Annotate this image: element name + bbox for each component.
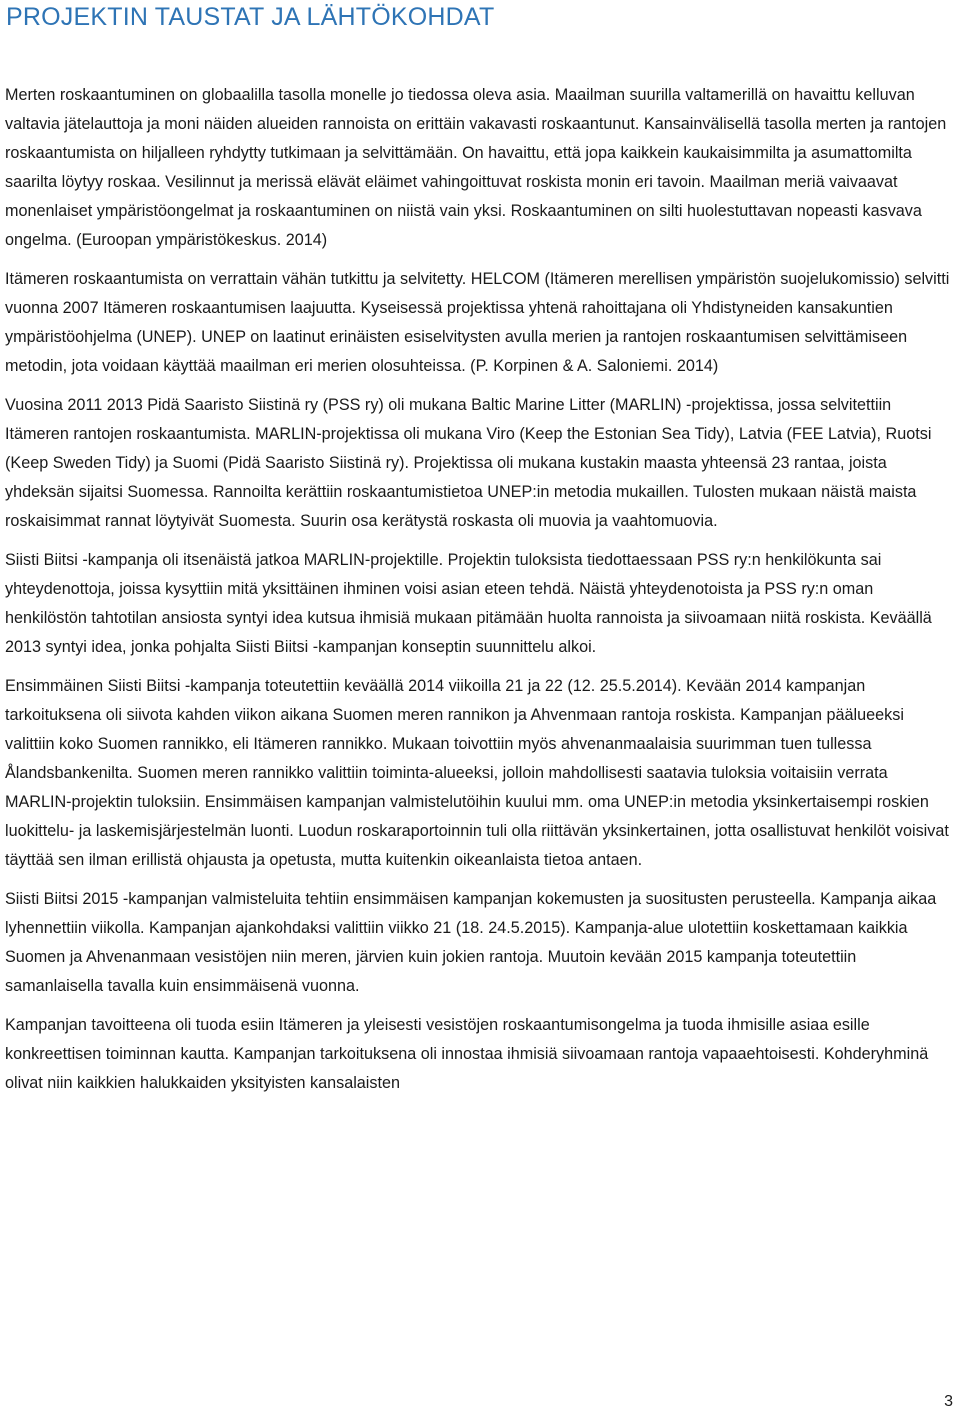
paragraph-3: Vuosina 2011 2013 Pidä Saaristo Siistinä ry (PSS ry) oli mukana Baltic Marine Litter (MARLIN) -projektissa, jossa selvitettiin Itämeren rantojen roskaantumista. MARLIN-projektissa oli mukana Viro (Keep the Estonian Sea Tidy), Latvia (FEE Latvia), Ruotsi (Keep Sweden Tidy) ja Suomi (Pidä Saaristo Siistinä ry). Projektissa oli mukana kustakin maasta yhteensä 23 rantaa, joista yhdeksän sijaitsi Suomessa. Rannoilta kerättiin roskaantumistietoa UNEP:in metodia mukaillen. Tulosten mukaan näistä maista roskaisimmat rannat löytyivät Suomesta. Suurin osa kerätystä roskasta oli muovia ja vaahtomuovia. [5,396,932,530]
paragraph-6: Siisti Biitsi 2015 -kampanjan valmisteluita tehtiin ensimmäisen kampanjan kokemusten ja suositusten perusteella. Kampanja aikaa lyhennettiin viikolla. Kampanjan ajankohdaksi valittiin viikko 21 (18. 24.5.2015). Kampanja-alue ulotettiin koskettamaan kaikkia Suomen ja Ahvenanmaan vesistöjen niin meren, järvien kuin jokien rantoja. Muutoin kevään 2015 kampanja toteutettiin samanlaisella tavalla kuin ensimmäisenä vuonna. [5,890,937,995]
paragraph-4: Siisti Biitsi -kampanja oli itsenäistä jatkoa MARLIN-projektille. Projektin tuloksista tiedottaessaan PSS ry:n henkilökunta sai yhteydenottoja, joissa kysyttiin mitä yksittäinen ihminen voisi asian eteen tehdä. Näistä yhteydenotoista ja PSS ry:n oman henkilöstön tahtotilan ansiosta syntyi idea kutsua ihmisiä mukaan pitämään huolta rannoista ja siivoamaan niitä roskista. Keväällä 2013 syntyi idea, jonka pohjalta Siisti Biitsi -kampanjan konseptin suunnittelu alkoi. [5,551,932,656]
page-number: 3 [944,1393,953,1410]
page-title: PROJEKTIN TAUSTAT JA LÄHTÖKOHDAT [6,3,495,31]
body-text [5,81,953,1108]
paragraph-1: Merten roskaantuminen on globaalilla tasolla monelle jo tiedossa oleva asia. Maailman suurilla valtamerillä on havaittu kelluvan valtavia jätelauttoja ja moni näiden alueiden rannoista on erittäin vakavasti roskaantunut. Kansainvälisellä tasolla merten ja rantojen roskaantumista on hiljalleen ryhdytty tutkimaan ja selvittämään. On havaittu, että jopa kaikkein kaukaisimmilta ja asumattomilta saarilta löytyy roskaa. Vesilinnut ja merissä elävät eläimet vahingoittuvat roskista monin eri tavoin. Maailman meriä vaivaavat monenlaiset ympäristöongelmat ja roskaantuminen on niistä vain yksi. Roskaantuminen on silti huolestuttavan nopeasti kasvava ongelma. (Euroopan ympäristökeskus. 2014) [5,86,947,249]
paragraph-5: Ensimmäinen Siisti Biitsi -kampanja toteutettiin keväällä 2014 viikoilla 21 ja 22 (12. 25.5.2014). Kevään 2014 kampanjan tarkoituksena oli siivota kahden viikon aikana Suomen meren rannikon ja Ahvenmaan rantoja roskista. Kampanjan päälueeksi valittiin koko Suomen rannikko, eli Itämeren rannikko. Mukaan toivottiin myös ahvenanmaalaisia suurimman tuen tullessa Ålandsbankenilta. Suomen meren rannikko valittiin toiminta-alueeksi, jolloin mahdollisesti saatavia tuloksia voitaisiin verrata MARLIN-projektin tuloksiin. Ensimmäisen kampanjan valmistelutöihin kuului mm. oma UNEP:in metodia yksinkertaisempi roskien luokittelu- ja laskemisjärjestelmän luonti. Luodun roskaraportoinnin tuli olla riittävän yksinkertainen, jotta osallistuvat henkilöt voisivat täyttää sen ilman erillistä ohjausta ja opetusta, mutta kuitenkin oikeanlaista tietoa antaen. [5,677,949,869]
paragraph-2: Itämeren roskaantumista on verrattain vähän tutkittu ja selvitetty. HELCOM (Itämeren merellisen ympäristön suojelukomissio) selvitti vuonna 2007 Itämeren roskaantumisen laajuutta. Kyseisessä projektissa yhtenä rahoittajana oli Yhdistyneiden kansakuntien ympäristöohjelma (UNEP). UNEP on laatinut erinäisten esiselvitysten avulla merien ja rantojen roskaantumisen selvittämiseen metodin, jota voidaan käyttää maailman eri merien olosuhteissa. (P. Korpinen & A. Saloniemi. 2014) [5,270,950,375]
paragraph-7: Kampanjan tavoitteena oli tuoda esiin Itämeren ja yleisesti vesistöjen roskaantumisongelma ja tuoda ihmisille asiaa esille konkreettisen toiminnan kautta. Kampanjan tarkoituksena oli innostaa ihmisiä siivoamaan rantoja vapaaehtoisesti. Kohderyhminä olivat niin kaikkien halukkaiden yksityisten kansalaisten [5,1016,929,1092]
